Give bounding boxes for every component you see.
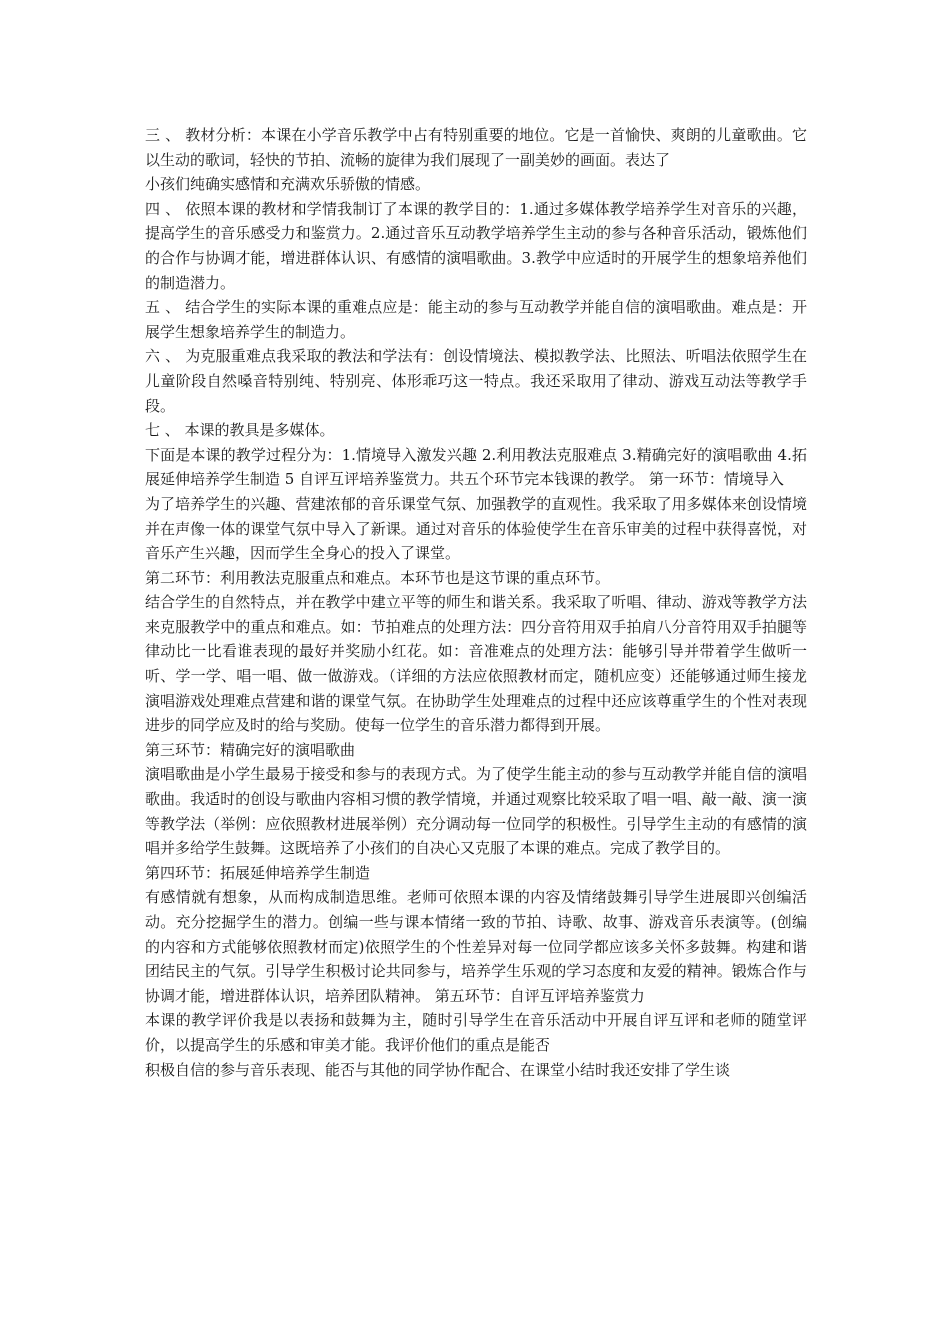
paragraph-step-5-body: 本课的教学评价我是以表扬和鼓舞为主，随时引导学生在音乐活动中开展自评互评和老师的随堂评价，以提高学生的乐感和审美才能。我评价他们的重点是能否 [145, 1011, 807, 1054]
paragraph-step-1-body: 为了培养学生的兴趣、营建浓郁的音乐课堂气氛、加强教学的直观性。我采取了用多媒体来创设情境并在声像一体的课堂气氛中导入了新课。通过对音乐的体验使学生在音乐审美的过程中获得喜悦，对音乐产生兴趣，因而学生全身心的投入了课堂。 [145, 494, 807, 563]
paragraph-section-4-goals: 四 、 依照本课的教材和学情我制订了本课的教学目的：1.通过多媒体教学培养学生对音乐的兴趣，提高学生的音乐感受力和鉴赏力。2.通过音乐互动教学培养学生主动的参与各种音乐活动，锻炼他们的合作与协调才能，增进群体认识、有感情的演唱歌曲。3.教学中应适时的开展学生的想象培养他们的制造潜力。 [145, 199, 807, 292]
paragraph-step-3-body: 演唱歌曲是小学生最易于接受和参与的表现方式。为了使学生能主动的参与互动教学并能自信的演唱歌曲。我适时的创设与歌曲内容相习惯的教学情境，并通过观察比较采取了唱一唱、敲一敲、演一演等教学法（举例：应依照教材进展举例）充分调动每一位同学的积极性。引导学生主动的有感情的演唱并多给学生鼓舞。这既培养了小孩们的自决心又克服了本课的难点。完成了教学目的。 [145, 765, 807, 858]
paragraph-section-5-key-points: 五 、 结合学生的实际本课的重难点应是：能主动的参与互动教学并能自信的演唱歌曲。难点是：开展学生想象培养学生的制造力。 [145, 298, 807, 341]
paragraph-section-7-tools: 七 、 本课的教具是多媒体。 [145, 421, 335, 440]
paragraph-step-2-body: 结合学生的自然特点，并在教学中建立平等的师生和谐关系。我采取了听唱、律动、游戏等教学方法来克服教学中的重点和难点。如：节拍难点的处理方法：四分音符用双手拍肩八分音符用双手拍腿等律动比一比看谁表现的最好并奖励小红花。如：音准难点的处理方法：能够引导并带着学生做听一听、学一学、唱一唱、做一做游戏。（详细的方法应依照教材而定，随机应变）还能够通过师生接龙演唱游戏处理难点营建和谐的课堂气氛。在协助学生处理难点的过程中还应该尊重学生的个性对表现进步的同学应及时的给与奖励。使每一位学生的音乐潜力都得到开展。 [145, 593, 807, 735]
paragraph-section-3-continued: 小孩们纯确实感情和充满欢乐骄傲的情感。 [145, 175, 431, 194]
paragraph-section-3-analysis: 三 、 教材分析：本课在小学音乐教学中占有特别重要的地位。它是一首愉快、爽朗的儿童歌曲。它以生动的歌词，轻快的节拍、流畅的旋律为我们展现了一副美妙的画面。表达了 [145, 126, 807, 169]
paragraph-section-6-methods: 六 、 为克服重难点我采取的教法和学法有：创设情境法、模拟教学法、比照法、听唱法依照学生在儿童阶段自然嗓音特别纯、特别亮、体形乖巧这一特点。我还采取用了律动、游戏互动法等教学手段。 [145, 347, 807, 415]
paragraph-process-overview: 下面是本课的教学过程分为：1.情境导入激发兴趣 2.利用教法克服难点 3.精确完好的演唱歌曲 4.拓展延伸培养学生制造 5 自评互评培养鉴赏力。共五个环节完本钱课的教学。 第一环节：情境导入 [145, 445, 807, 489]
paragraph-step-2-heading: 第二环节：利用教法克服重点和难点。本环节也是这节课的重点环节。 [145, 568, 611, 587]
paragraph-step-4-heading: 第四环节：拓展延伸培养学生制造 [145, 863, 371, 882]
paragraph-step-5-continued: 积极自信的参与音乐表现、能否与其他的同学协作配合、在课堂小结时我还安排了学生谈 [145, 1060, 731, 1079]
paragraph-step-3-heading: 第三环节：精确完好的演唱歌曲 [145, 740, 356, 759]
paragraph-step-4-body: 有感情就有想象，从而构成制造思维。老师可依照本课的内容及情绪鼓舞引导学生进展即兴创编活动。充分挖掘学生的潜力。创编一些与课本情绪一致的节拍、诗歌、故事、游戏音乐表演等。(创编的内容和方式能够依照教材而定)依照学生的个性差异对每一位同学都应该多关怀多鼓舞。构建和谐团结民主的气氛。引导学生积极讨论共同参与，培养学生乐观的学习态度和友爱的精神。锻炼合作与协调才能，增进群体认识，培养团队精神。 第五环节：自评互评培养鉴赏力 [145, 888, 807, 1005]
document-page [145, 123, 807, 1082]
